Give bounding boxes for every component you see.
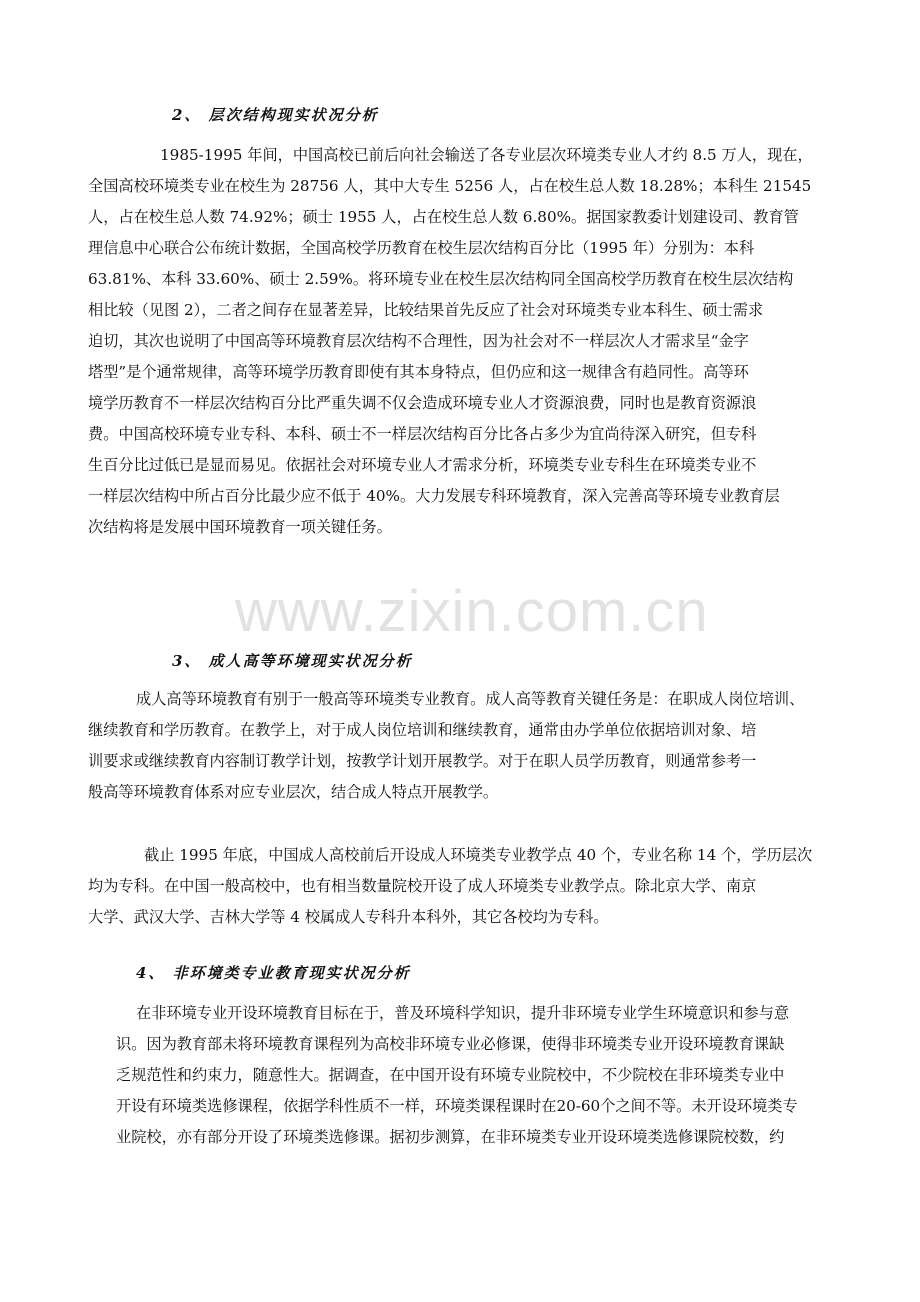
paragraph-line: 截止 1995 年底，中国成人高校前后开设成人环境类专业教学点 40 个，专业名称 14 个，学历层次 [144, 846, 813, 864]
paragraph-line: 迫切，其次也说明了中国高等环境教育层次结构不合理性，因为社会对不一样层次人才需求呈“金字 [88, 332, 749, 350]
paragraph-line: 在非环境专业开设环境教育目标在于，普及环境科学知识，提升非环境专业学生环境意识和参与意 [136, 1004, 790, 1022]
paragraph-line: 乏规范性和约束力，随意性大。据调查，在中国开设有环境专业院校中，不少院校在非环境类专业中 [116, 1066, 785, 1084]
paragraph-line: 业院校，亦有部分开设了环境类选修课。据初步测算，在非环境类专业开设环境类选修课院校数，约 [116, 1128, 785, 1146]
paragraph-line: 成人高等环境教育有别于一般高等环境类专业教育。成人高等教育关键任务是：在职成人岗位培训、 [136, 690, 805, 708]
section-heading-2: 2、 层次结构现实状况分析 [172, 106, 379, 124]
paragraph-adult-enrollment [88, 840, 832, 933]
paragraph-line: 大学、武汉大学、吉林大学等 4 校属成人专科升本科外，其它各校均为专科。 [88, 908, 609, 926]
paragraph-line: 继续教育和学历教育。在教学上，对于成人岗位培训和继续教育，通常由办学单位依据培训对象、培 [88, 721, 757, 739]
paragraph-line: 相比较（见图 2），二者之间存在显著差异，比较结果首先反应了社会对环境类专业本科生、硕士需求 [88, 301, 764, 319]
section-heading-3: 3、 成人高等环境现实状况分析 [172, 652, 413, 670]
paragraph-line: 63.81%、本科 33.60%、硕士 2.59%。将环境专业在校生层次结构同全国高校学历教育在校生层次结构 [88, 270, 794, 288]
paragraph-line: 人，占在校生总人数 74.92%；硕士 1955 人，占在校生总人数 6.80%。据国家教委计划建设司、教育管 [88, 208, 799, 226]
paragraph-line: 全国高校环境类专业在校生为 28756 人，其中大专生 5256 人，占在校生总人数 18.28%；本科生 21545 [88, 177, 812, 195]
paragraph-adult-education [88, 684, 848, 808]
paragraph-line: 均为专科。在中国一般高校中，也有相当数量院校开设了成人环境类专业教学点。除北京大学、南京 [88, 877, 757, 895]
section-heading-4: 4、 非环境类专业教育现实状况分析 [136, 964, 411, 982]
paragraph-line: 识。因为教育部未将环境教育课程列为高校非环境专业必修课，使得非环境类专业开设环境教育课缺 [116, 1035, 785, 1053]
paragraph-line: 费。中国高校环境专业专科、本科、硕士不一样层次结构百分比各占多少为宜尚待深入研究，但专科 [88, 425, 757, 443]
paragraph-line: 一样层次结构中所占百分比最少应不低于 40%。大力发展专科环境教育，深入完善高等环境专业教育层 [88, 487, 780, 505]
paragraph-line: 次结构将是发展中国环境教育一项关键任务。 [88, 518, 392, 536]
paragraph-line: 塔型”是个通常规律，高等环境学历教育即使有其本身特点，但仍应和这一规律含有趋同性。高等环 [88, 363, 749, 381]
paragraph-line: 般高等环境教育体系对应专业层次，结合成人特点开展教学。 [88, 783, 499, 801]
paragraph-structure-analysis [88, 140, 832, 543]
paragraph-line: 境学历教育不一样层次结构百分比严重失调不仅会造成环境专业人才资源浪费，同时也是教育资源浪 [88, 394, 757, 412]
paragraph-line: 1985-1995 年间，中国高校已前后向社会输送了各专业层次环境类专业人才约 8.5 万人，现在， [160, 146, 813, 164]
paragraph-line: 训要求或继续教育内容制订教学计划，按教学计划开展教学。对于在职人员学历教育，则通常参考一 [88, 752, 757, 770]
paragraph-non-environmental [116, 998, 836, 1153]
paragraph-line: 理信息中心联合公布统计数据，全国高校学历教育在校生层次结构百分比（1995 年）分别为：本科 [88, 239, 755, 257]
paragraph-line: 生百分比过低已是显而易见。依据社会对环境专业人才需求分析，环境类专业专科生在环境类专业不 [88, 456, 757, 474]
paragraph-line: 开设有环境类选修课程，依据学科性质不一样，环境类课程课时在20-60个之间不等。未开设环境类专 [116, 1097, 798, 1115]
watermark: www.zixin.com.cn [235, 579, 709, 644]
